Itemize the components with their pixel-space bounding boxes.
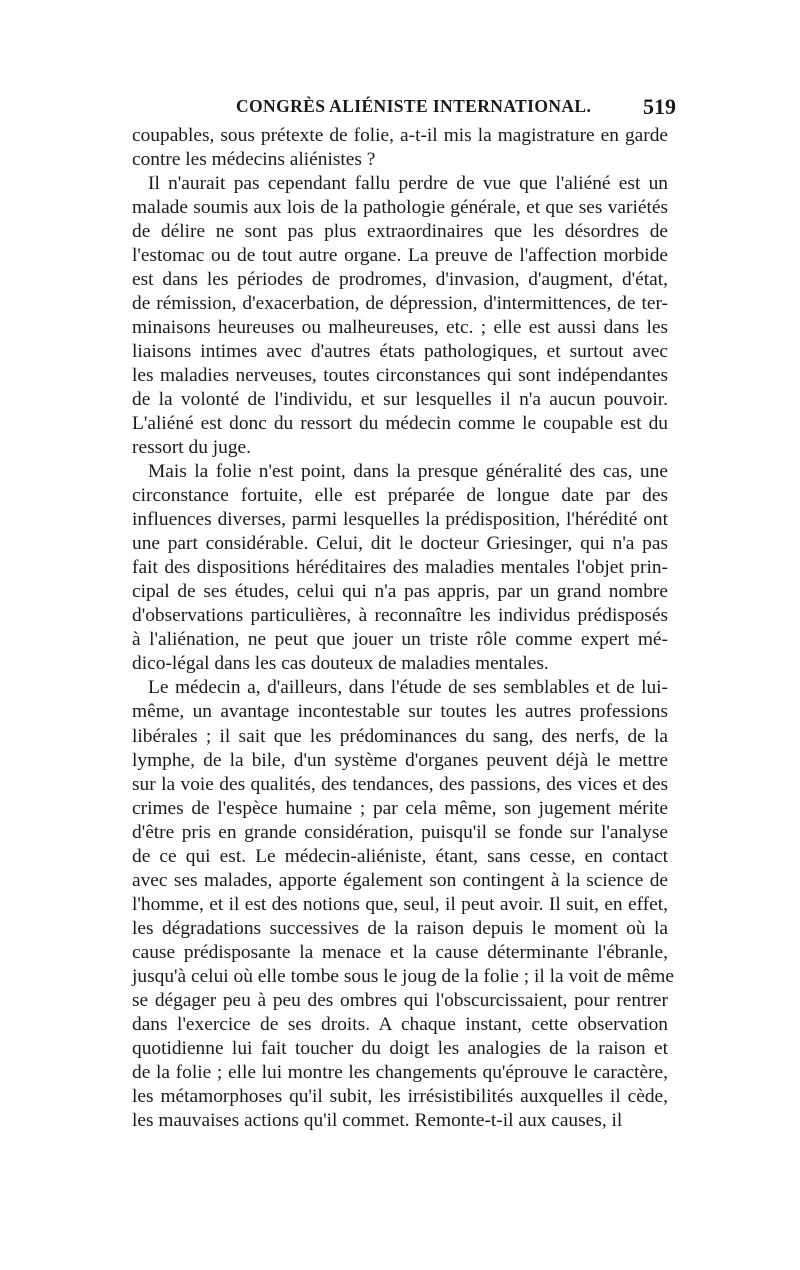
text-line: L'aliéné est donc du ressort du médecin comme le coupable est du xyxy=(132,413,668,435)
text-line: d'être pris en grande considération, puisqu'il se fonde sur l'analyse xyxy=(132,821,668,843)
text-line: cause prédisposante la menace et la cause déterminante l'ébranle, xyxy=(132,941,668,963)
running-head: CONGRÈS ALIÉNISTE INTERNATIONAL. xyxy=(236,96,592,116)
text-line: circonstance fortuite, elle est préparée de longue date par des xyxy=(132,485,668,507)
text-line: les dégradations successives de la raison depuis le moment où la xyxy=(132,917,668,939)
text-line: lymphe, de la bile, d'un système d'organes peuvent déjà le mettre xyxy=(132,749,668,771)
text-line: ressort du juge. xyxy=(132,437,252,459)
text-line: fait des dispositions héréditaires des maladies mentales l'objet prin- xyxy=(132,557,668,579)
text-line: Il n'aurait pas cependant fallu perdre de vue que l'aliéné est un xyxy=(148,173,668,195)
text-line: contre les médecins aliénistes ? xyxy=(132,149,376,171)
text-line: les maladies nerveuses, toutes circonstances qui sont indépendantes xyxy=(132,365,668,387)
text-line: les métamorphoses qu'il subit, les irrésistibilités auxquelles il cède, xyxy=(132,1085,668,1107)
text-line: jusqu'à celui où elle tombe sous le joug de la folie ; il la voit de même xyxy=(132,965,674,987)
text-line: de délire ne sont pas plus extraordinaires que les désordres de xyxy=(132,221,668,243)
text-line: de ce qui est. Le médecin-aliéniste, étant, sans cesse, en contact xyxy=(132,845,668,867)
page-header xyxy=(236,96,676,122)
text-line: est dans les périodes de prodromes, d'invasion, d'augment, d'état, xyxy=(132,269,668,291)
page-number: 519 xyxy=(643,94,676,119)
text-line: Mais la folie n'est point, dans la presque généralité des cas, une xyxy=(148,461,668,483)
text-line: d'observations particulières, à reconnaître les individus prédisposés xyxy=(132,605,668,627)
text-line: l'homme, et il est des notions que, seul, il peut avoir. Il suit, en effet, xyxy=(132,893,668,915)
text-line: influences diverses, parmi lesquelles la prédisposition, l'hérédité ont xyxy=(132,509,668,531)
text-line: minaisons heureuses ou malheureuses, etc. ; elle est aussi dans les xyxy=(132,317,668,339)
text-line: coupables, sous prétexte de folie, a-t-il mis la magistrature en garde xyxy=(132,125,668,146)
text-line: sur la voie des qualités, des tendances, des passions, des vices et des xyxy=(132,773,668,795)
text-line: quotidienne lui fait toucher du doigt les analogies de la raison et xyxy=(132,1037,668,1059)
text-line: de la folie ; elle lui montre les changements qu'éprouve le caractère, xyxy=(132,1061,668,1083)
text-line: une part considérable. Celui, dit le docteur Griesinger, qui n'a pas xyxy=(132,533,668,555)
text-line: dico-légal dans les cas douteux de maladies mentales. xyxy=(132,653,549,675)
text-line: liaisons intimes avec d'autres états pathologiques, et surtout avec xyxy=(132,341,668,363)
text-line: à l'aliénation, ne peut que jouer un triste rôle comme expert mé- xyxy=(132,629,668,651)
text-line: de rémission, d'exacerbation, de dépression, d'intermittences, de ter- xyxy=(132,293,668,315)
text-line: se dégager peu à peu des ombres qui l'obscurcissaient, pour rentrer xyxy=(132,989,668,1011)
text-line: l'estomac ou de tout autre organe. La preuve de l'affection morbide xyxy=(132,245,668,267)
text-line: malade soumis aux lois de la pathologie générale, et que ses variétés xyxy=(132,197,668,219)
text-line: Le médecin a, d'ailleurs, dans l'étude de ses semblables et de lui- xyxy=(148,677,668,699)
text-line: avec ses malades, apporte également son contingent à la science de xyxy=(132,869,668,891)
text-line: dans l'exercice de ses droits. A chaque instant, cette observation xyxy=(132,1013,668,1035)
text-line: crimes de l'espèce humaine ; par cela même, son jugement mérite xyxy=(132,797,668,819)
text-line: les mauvaises actions qu'il commet. Remonte-t-il aux causes, il xyxy=(132,1109,623,1131)
text-line: même, un avantage incontestable sur toutes les autres professions xyxy=(132,701,668,723)
text-line: cipal de ses études, celui qui n'a pas appris, par un grand nombre xyxy=(132,581,668,603)
text-line: de la volonté de l'individu, et sur lesquelles il n'a aucun pouvoir. xyxy=(132,389,668,411)
text-line: libérales ; il sait que les prédominances du sang, des nerfs, de la xyxy=(132,725,668,747)
